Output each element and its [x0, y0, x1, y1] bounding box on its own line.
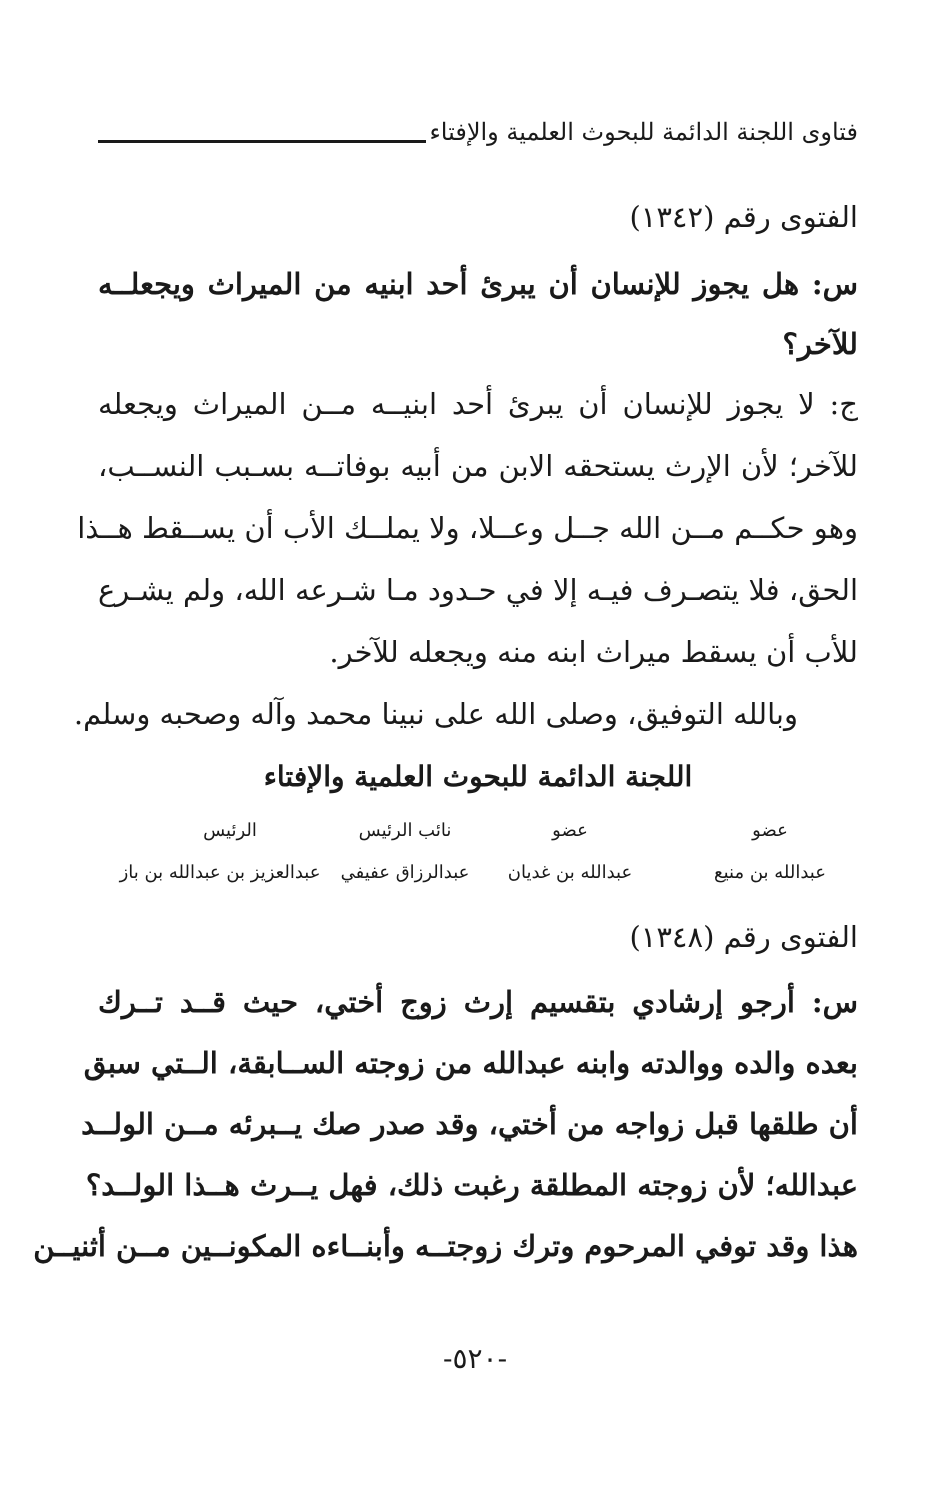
question-line: س: أرجو إرشادي بتقسيم إرث زوج أختي، حيث قــد تــرك	[98, 985, 858, 1019]
question-line: للآخر؟	[782, 327, 858, 361]
question-line: عبدالله؛ لأن زوجته المطلقة رغبت ذلك، فهل يــرث هــذا الولــد؟	[85, 1168, 858, 1202]
signatory-name: عبدالله بن منيع	[714, 862, 826, 883]
signatory-title: الرئيس	[203, 820, 257, 841]
fatwa-number: الفتوى رقم (١٣٤٨)	[629, 920, 858, 954]
answer-line: الحق، فلا يتصـرف فيـه إلا في حـدود مـا شـرعه الله، ولم يشـرع	[98, 573, 858, 607]
question-line: س: هل يجوز للإنسان أن يبرئ أحد ابنيه من الميراث ويجعلــه	[98, 267, 858, 301]
signatory-title: نائب الرئيس	[358, 820, 452, 841]
question-line: بعده والده ووالدته وابنه عبدالله من زوجته الســابقة، الــتي سبق	[83, 1046, 858, 1080]
answer-line: وهو حكــم مــن الله جــل وعــلا، ولا يملــك الأب أن يســقط هــذا	[77, 511, 858, 545]
closing-line: وبالله التوفيق، وصلى الله على نبينا محمد وآله وصحبه وسلم.	[73, 697, 798, 731]
committee-name: اللجنة الدائمة للبحوث العلمية والإفتاء	[263, 760, 693, 793]
signatory-title: عضو	[752, 820, 788, 841]
signatory-name: عبدالله بن غديان	[507, 862, 633, 883]
page-number: -٥٢٠-	[442, 1342, 508, 1375]
fatwa-number: الفتوى رقم (١٣٤٢)	[629, 200, 858, 234]
signatory-name: عبدالعزيز بن عبدالله بن باز	[119, 862, 321, 883]
signatory-title: عضو	[552, 820, 588, 841]
header-rule	[98, 140, 426, 143]
answer-line: ج: لا يجوز للإنسان أن يبرئ أحد ابنيــه مــن الميراث ويجعله	[98, 387, 858, 421]
running-header: فتاوى اللجنة الدائمة للبحوث العلمية والإفتاء	[429, 118, 858, 146]
answer-line: للآخر؛ لأن الإرث يستحقه الابن من أبيه بوفاتــه بسـبب النســب،	[98, 449, 858, 483]
question-line: أن طلقها قبل زواجه من أختي، وقد صدر صك يــبرئه مــن الولــد	[81, 1107, 858, 1141]
signatory-name: عبدالرزاق عفيفي	[340, 862, 470, 883]
answer-line: للأب أن يسقط ميراث ابنه منه ويجعله للآخر.	[329, 635, 858, 669]
question-line: هذا وقد توفي المرحوم وترك زوجتــه وأبنــاءه المكونــين مــن أثنيــن	[33, 1229, 858, 1263]
